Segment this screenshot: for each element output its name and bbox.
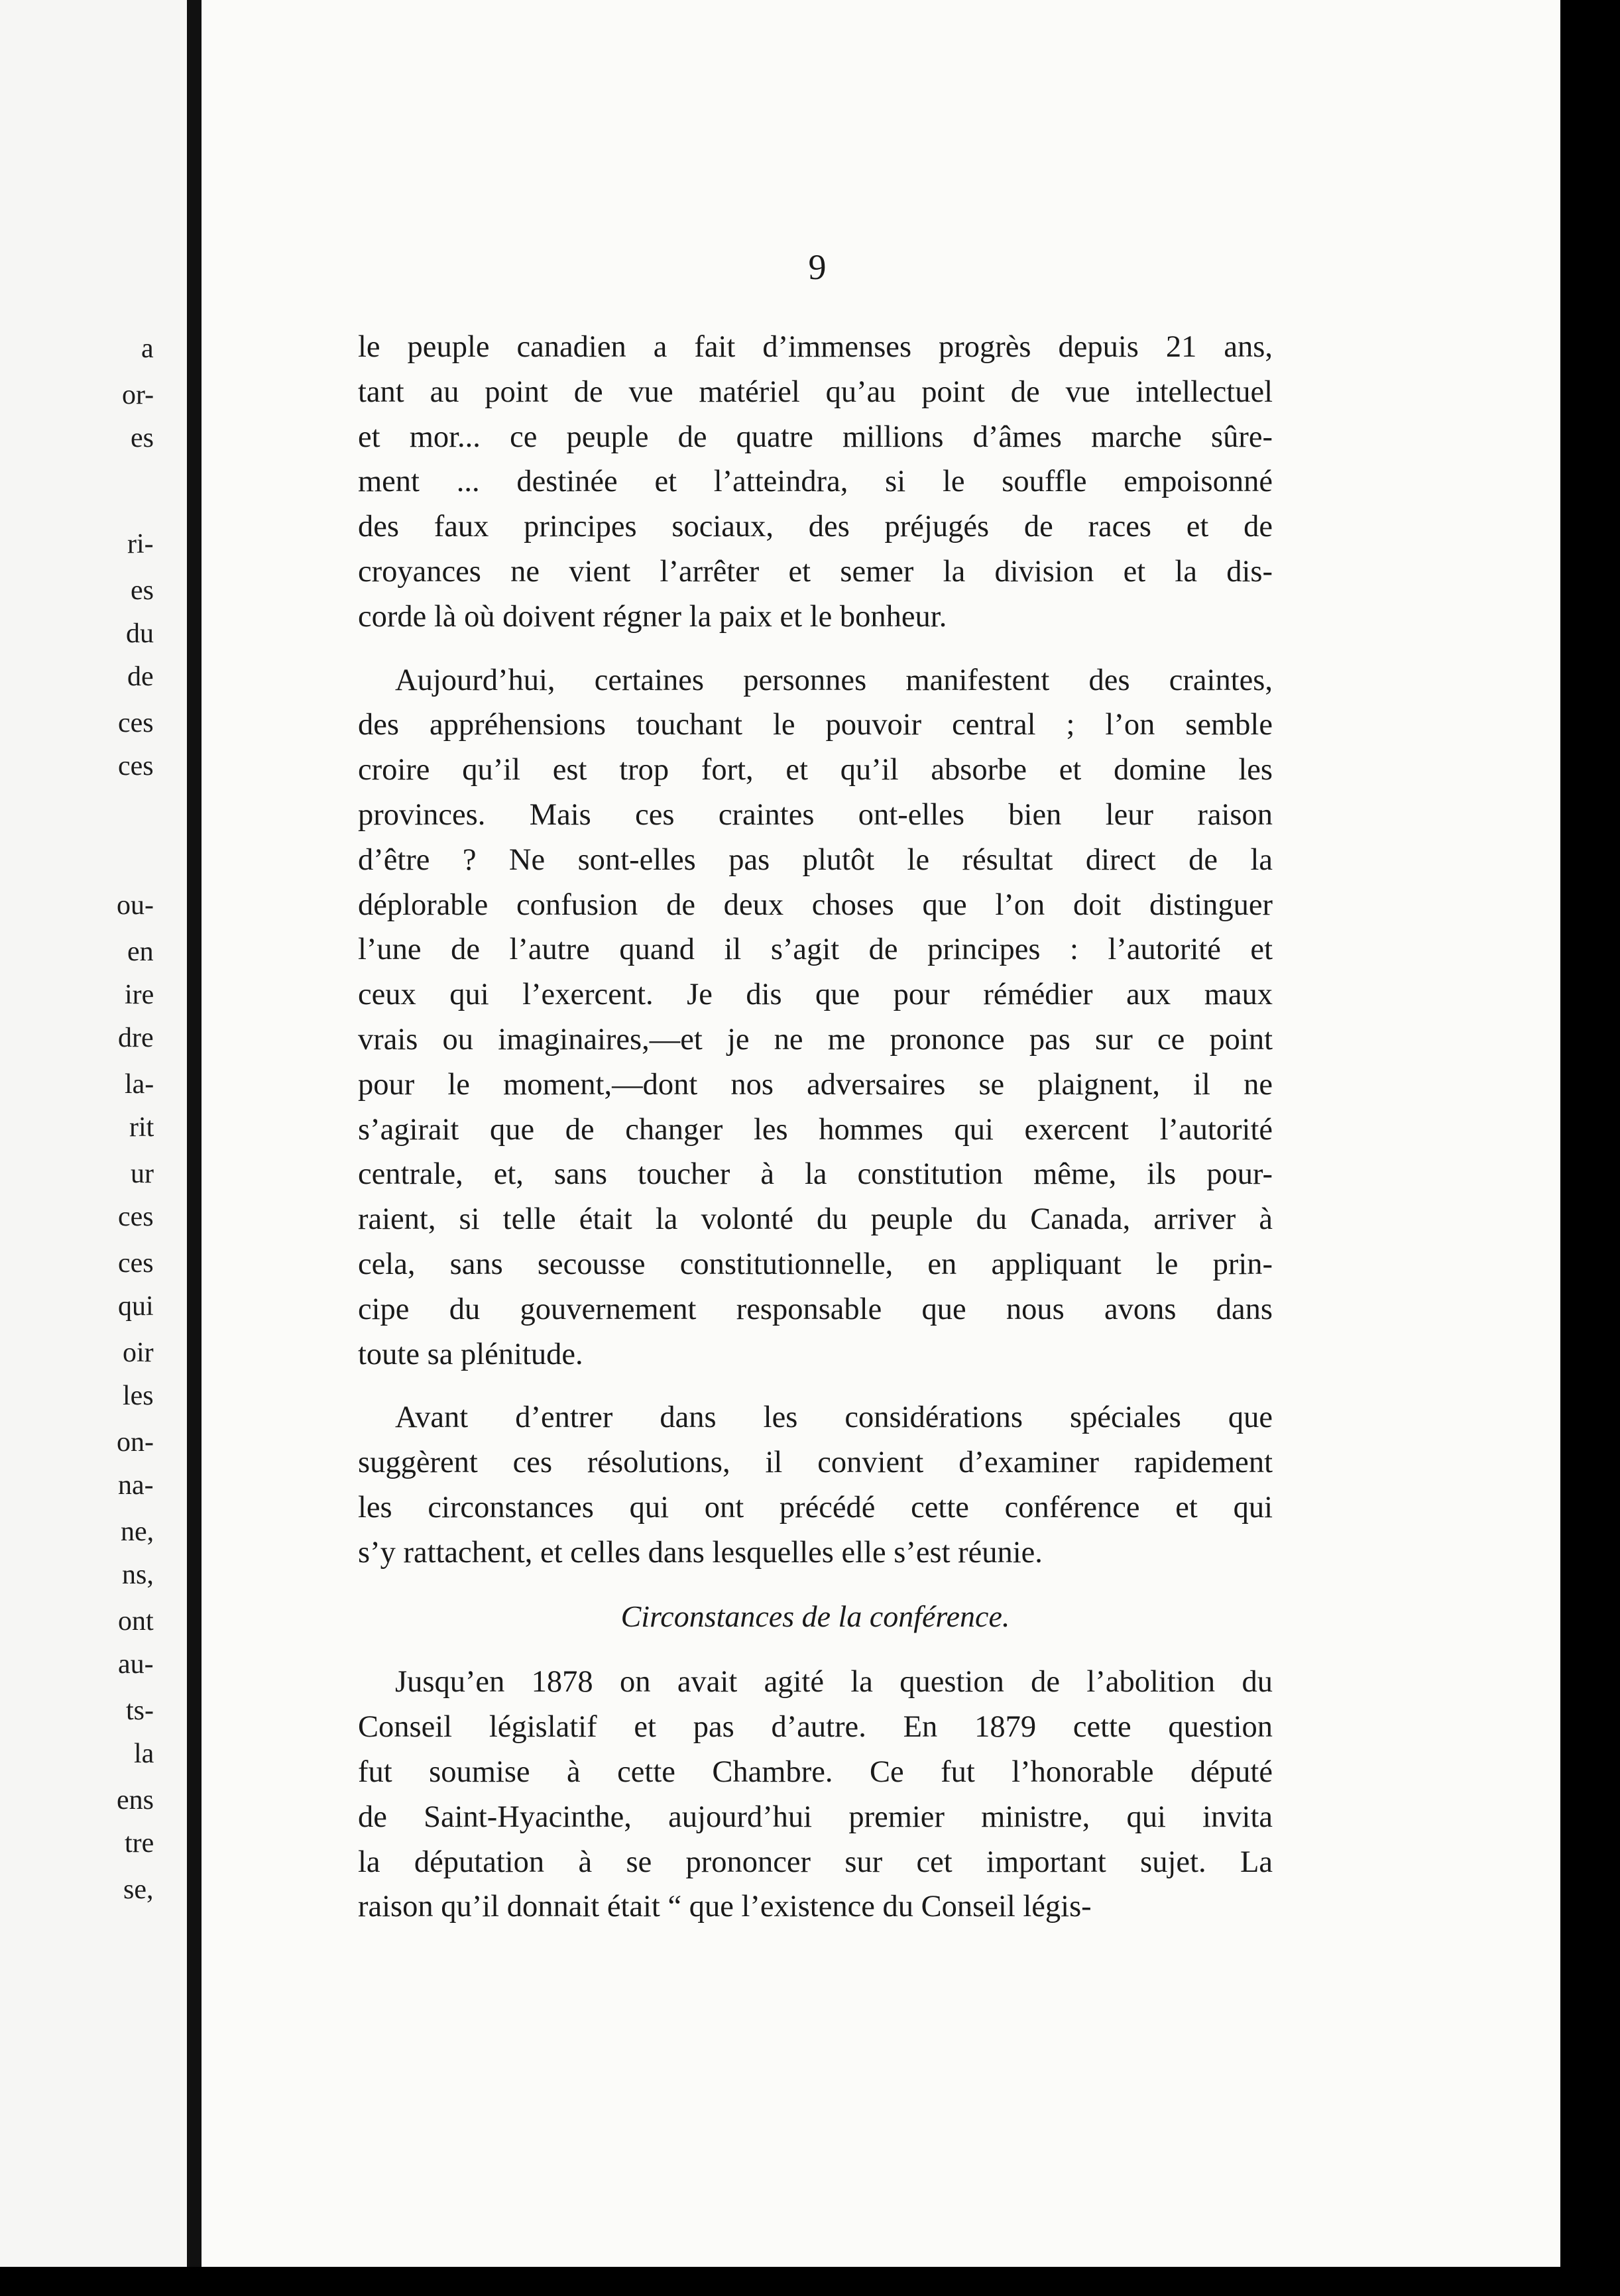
scan-border-right — [1560, 0, 1620, 2296]
paragraph-3 — [358, 1395, 1273, 1575]
text-line: raison qu’il donnait était “ que l’existence du Conseil légis- — [358, 1890, 1092, 1924]
text-line: l’une de l’autre quand il s’agit de principes : l’autorité et — [358, 933, 1273, 967]
text-line: s’y rattachent, et celles dans lesquelles elle s’est réunie. — [358, 1535, 1043, 1570]
text-line: corde là où doivent régner la paix et le bonheur. — [358, 599, 947, 634]
text-line: de Saint-Hyacinthe, aujourd’hui premier ministre, qui invita — [358, 1800, 1273, 1834]
text-line: vrais ou imaginaires,—et je ne me prononce pas sur ce point — [358, 1022, 1273, 1057]
text-line: croyances ne vient l’arrêter et semer la division et la dis- — [358, 554, 1273, 589]
text-line: des faux principes sociaux, des préjugés de races et de — [358, 510, 1273, 544]
page-number: 9 — [808, 247, 827, 287]
text-line: pour le moment,—dont nos adversaires se plaignent, il ne — [358, 1067, 1273, 1102]
page-body-text — [358, 325, 1273, 1948]
text-line: Avant d’entrer dans les considérations spéciales que — [395, 1401, 1273, 1435]
adjacent-page-text-fragments: a or- es ri- es du de ces ces ou- en ire dre la- rit ur ces ces qui oir les on- na- ne, ns, ont au- ts- la ens tre se, — [117, 333, 154, 1905]
text-line: les circonstances qui ont précédé cette conférence et qui — [358, 1490, 1273, 1524]
text-line: raient, si telle était la volonté du peuple du Canada, arriver à — [358, 1202, 1273, 1237]
paragraph-4 — [358, 1660, 1273, 1929]
scan-border-bottom — [0, 2267, 1620, 2296]
text-line: d’être ? Ne sont-elles pas plutôt le résultat direct de la — [358, 842, 1273, 877]
text-line: croire qu’il est trop fort, et qu’il absorbe et domine les — [358, 753, 1273, 787]
text-line: Jusqu’en 1878 on avait agité la question de l’abolition du — [395, 1665, 1273, 1699]
paragraph-2 — [358, 658, 1273, 1377]
text-line: ment ... destinée et l’atteindra, si le souffle empoisonné — [358, 465, 1273, 499]
text-line: Conseil législatif et pas d’autre. En 1879 cette question — [358, 1710, 1273, 1745]
text-line: ceux qui l’exercent. Je dis que pour rémédier aux maux — [358, 978, 1273, 1012]
text-line: et mor... ce peuple de quatre millions d’âmes marche sûre- — [358, 420, 1273, 454]
text-line: centrale, et, sans toucher à la constitution même, ils pour- — [358, 1157, 1273, 1192]
text-line: cela, sans secousse constitutionnelle, en appliquant le prin- — [358, 1247, 1273, 1281]
text-line: tant au point de vue matériel qu’au point de vue intellectuel — [358, 374, 1273, 409]
text-line: suggèrent ces résolutions, il convient d’examiner rapidement — [358, 1446, 1273, 1480]
text-line: s’agirait que de changer les hommes qui exercent l’autorité — [358, 1112, 1273, 1147]
text-line: toute sa plénitude. — [358, 1337, 583, 1371]
section-heading: Circonstances de la conférence. — [620, 1599, 1010, 1633]
page-gutter — [187, 0, 202, 2273]
text-line: des appréhensions touchant le pouvoir central ; l’on semble — [358, 708, 1273, 742]
text-line: déplorable confusion de deux choses que l’on doit distinguer — [358, 888, 1273, 922]
text-line: fut soumise à cette Chambre. Ce fut l’honorable député — [358, 1754, 1273, 1789]
text-line: la députation à se prononcer sur cet important sujet. La — [358, 1845, 1273, 1879]
text-line: le peuple canadien a fait d’immenses progrès depuis 21 ans, — [358, 330, 1273, 364]
text-line: cipe du gouvernement responsable que nous avons dans — [358, 1292, 1273, 1326]
paragraph-1 — [358, 325, 1273, 640]
text-line: provinces. Mais ces craintes ont-elles bien leur raison — [358, 797, 1273, 832]
text-line: Aujourd’hui, certaines personnes manifestent des craintes, — [395, 663, 1273, 697]
